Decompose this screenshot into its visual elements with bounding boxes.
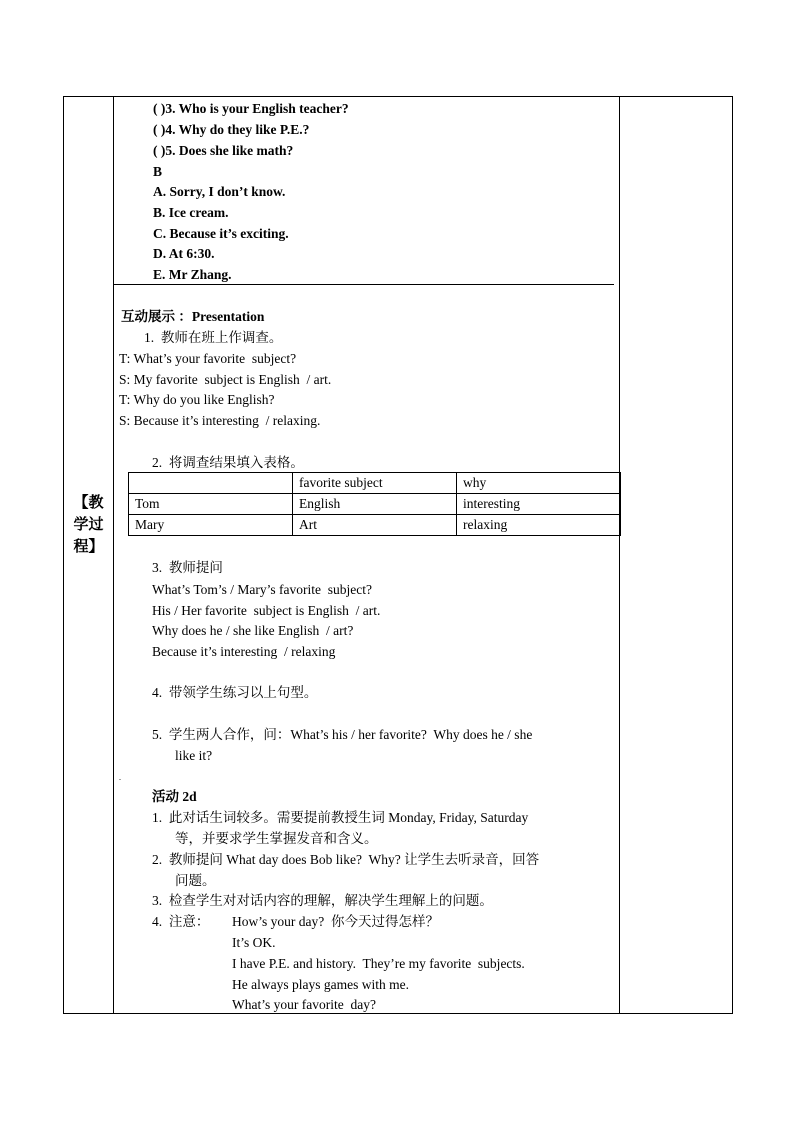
column-divider-right (619, 97, 620, 1013)
dialog-t2: T: Why do you like English? (119, 392, 275, 407)
step-4: 4. 带领学生练习以上句型。 (152, 685, 318, 700)
step-2: 2. 将调查结果填入表格。 (152, 455, 304, 470)
table-cell: favorite subject (293, 473, 457, 494)
question-5: ( )5. Does she like math? (153, 143, 294, 158)
table-row (129, 515, 621, 536)
note-5: What’s your favorite day? (232, 997, 376, 1012)
activity-item-3: 3. 检查学生对对话内容的理解，解决学生理解上的问题。 (152, 893, 493, 908)
table-cell: English (293, 494, 457, 515)
step-5-line-2: like it? (175, 748, 213, 763)
question-a: What’s Tom’s / Mary’s favorite subject? (152, 582, 373, 597)
column-divider-left (113, 97, 114, 1013)
activity-item-2-line-1: 2. 教师提问 What day does Bob like? Why? 让学生去听录音，回答 (152, 852, 540, 867)
table-cell: why (457, 473, 621, 494)
question-d: Because it’s interesting / relaxing (152, 644, 336, 659)
dialog-s2: S: Because it’s interesting / relaxing. (119, 413, 321, 428)
answer-c: C. Because it’s exciting. (153, 226, 289, 241)
question-b: His / Her favorite subject is English / art. (152, 603, 381, 618)
part-b-label: B (153, 164, 163, 179)
table-header-row (129, 473, 621, 494)
table-cell: relaxing (457, 515, 621, 536)
presentation-heading: 互动展示 ：Presentation (121, 309, 265, 324)
question-c: Why does he / she like English / art? (152, 623, 354, 638)
activity-item-1-line-2: 等，并要求学生掌握发音和含义。 (175, 831, 378, 846)
note-2: It’s OK. (232, 935, 276, 950)
answer-a: A. Sorry, I don’t know. (153, 184, 286, 199)
table-cell: interesting (457, 494, 621, 515)
table-cell: Art (293, 515, 457, 536)
activity-item-1-line-1: 1. 此对话生词较多。需要提前教授生词 Monday, Friday, Saturday (152, 810, 529, 825)
table-cell: Tom (129, 494, 293, 515)
answer-d: D. At 6:30. (153, 246, 215, 261)
answer-b: B. Ice cream. (153, 205, 229, 220)
row-divider (113, 284, 614, 285)
dialog-s1: S: My favorite subject is English / art. (119, 372, 332, 387)
stray-dot: . (119, 773, 121, 782)
step-3: 3. 教师提问 (152, 560, 223, 575)
note-4: He always plays games with me. (232, 977, 409, 992)
answer-e: E. Mr Zhang. (153, 267, 232, 282)
section-label (64, 492, 113, 558)
activity-heading: 活动 2d (152, 789, 197, 804)
table-cell (129, 473, 293, 494)
question-3: ( )3. Who is your English teacher? (153, 101, 349, 116)
dialog-t1: T: What’s your favorite subject? (119, 351, 297, 366)
survey-table (128, 472, 621, 536)
question-4: ( )4. Why do they like P.E.? (153, 122, 310, 137)
lesson-plan-table (63, 96, 733, 1014)
activity-item-4-label: 4. 注意： (152, 914, 210, 929)
step-5-line-1: 5. 学生两人合作，问：What’s his / her favorite? Why does he / she (152, 727, 533, 742)
activity-item-2-line-2: 问题。 (175, 873, 216, 888)
note-1: How’s your day? 你今天过得怎样？ (232, 914, 439, 929)
table-row (129, 494, 621, 515)
table-cell: Mary (129, 515, 293, 536)
section-label-text: 【教学过程】 (73, 495, 104, 555)
step-1: 1. 教师在班上作调查。 (144, 330, 283, 345)
note-3: I have P.E. and history. They’re my favorite subjects. (232, 956, 525, 971)
